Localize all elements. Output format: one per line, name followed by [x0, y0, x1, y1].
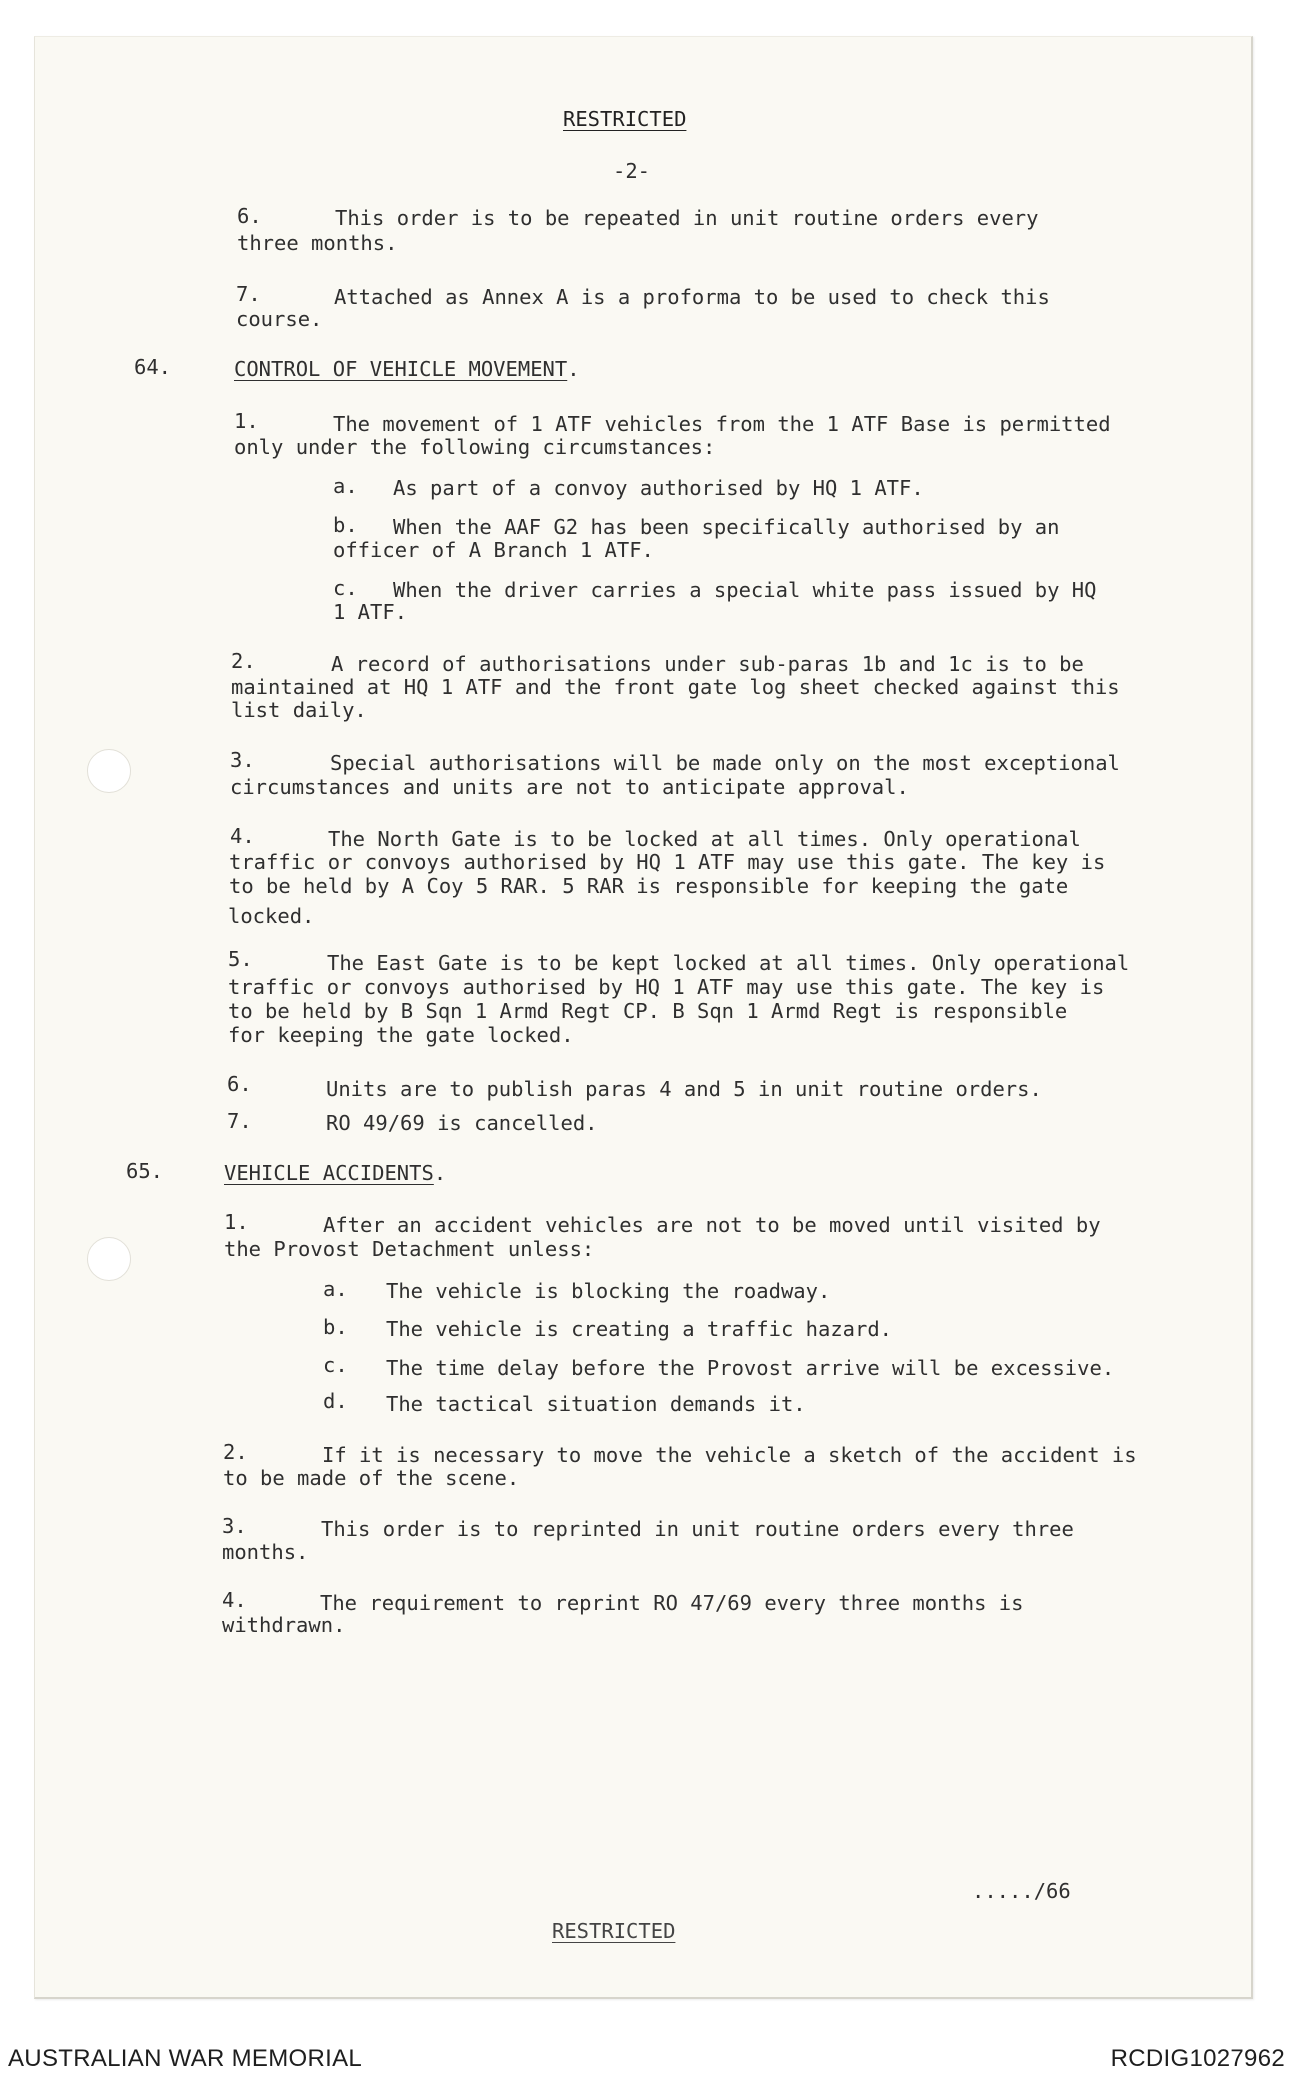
para-number: 4. [222, 1588, 247, 1612]
para-number: 6. [227, 1072, 252, 1096]
section-number: 64. [134, 355, 172, 379]
classification-footer: RESTRICTED [552, 1919, 676, 1943]
para-text: Units are to publish paras 4 and 5 in unit routine orders. [326, 1077, 1042, 1101]
para-text: maintained at HQ 1 ATF and the front gate log sheet checked against this [231, 675, 1120, 699]
para-text: This order is to be repeated in unit routine orders every [335, 206, 1039, 230]
para-text: If it is necessary to move the vehicle a sketch of the accident is [322, 1443, 1137, 1467]
page-number: -2- [613, 159, 651, 183]
subpara-text: As part of a convoy authorised by HQ 1 ATF. [393, 476, 924, 500]
punch-hole [87, 1237, 131, 1281]
para-text: After an accident vehicles are not to be moved until visited by [323, 1213, 1101, 1237]
classification-header: RESTRICTED [563, 107, 687, 131]
para-text: withdrawn. [222, 1613, 346, 1637]
subpara-letter: d. [323, 1389, 348, 1413]
para-text: circumstances and units are not to anticipate approval. [230, 775, 909, 799]
section-heading: VEHICLE ACCIDENTS. [224, 1161, 447, 1185]
para-text: the Provost Detachment unless: [224, 1237, 595, 1261]
subpara-letter: a. [323, 1277, 348, 1301]
para-text: locked. [228, 904, 315, 928]
archive-id: RCDIG1027962 [1110, 2045, 1285, 2072]
para-text: Special authorisations will be made only on the most exceptional [330, 751, 1120, 775]
para-number: 3. [222, 1514, 247, 1538]
subpara-text: officer of A Branch 1 ATF. [333, 538, 654, 562]
continuation-marker: ...../66 [972, 1879, 1071, 1903]
subpara-letter: b. [323, 1315, 348, 1339]
para-number: 6. [237, 204, 262, 228]
para-text: course. [236, 307, 323, 331]
subpara-text: When the driver carries a special white pass issued by HQ [393, 578, 1097, 602]
para-number: 2. [223, 1440, 248, 1464]
para-text: traffic or convoys authorised by HQ 1 ATF may use this gate. The key is [229, 850, 1106, 874]
subpara-text: The vehicle is creating a traffic hazard. [386, 1317, 893, 1341]
para-text: RO 49/69 is cancelled. [326, 1111, 598, 1135]
para-number: 2. [231, 649, 256, 673]
subpara-text: The tactical situation demands it. [386, 1392, 806, 1416]
section-heading: CONTROL OF VEHICLE MOVEMENT. [234, 357, 580, 381]
para-text: list daily. [231, 698, 367, 722]
subpara-text: When the AAF G2 has been specifically authorised by an [393, 515, 1060, 539]
para-number: 3. [230, 748, 255, 772]
para-text: A record of authorisations under sub-paras 1b and 1c is to be [331, 652, 1084, 676]
para-text: The requirement to reprint RO 47/69 every three months is [320, 1591, 1024, 1615]
para-text: The North Gate is to be locked at all times. Only operational [328, 827, 1081, 851]
para-number: 1. [224, 1210, 249, 1234]
para-text: three months. [237, 231, 398, 255]
subpara-text: The vehicle is blocking the roadway. [386, 1279, 831, 1303]
section-title: CONTROL OF VEHICLE MOVEMENT [234, 357, 568, 381]
punch-hole [87, 749, 131, 793]
section-title: VEHICLE ACCIDENTS [224, 1161, 434, 1185]
para-number: 7. [227, 1109, 252, 1133]
subpara-text: 1 ATF. [333, 600, 408, 624]
para-number: 1. [234, 409, 259, 433]
section-number: 65. [126, 1159, 164, 1183]
subpara-letter: c. [333, 576, 358, 600]
subpara-letter: c. [323, 1353, 348, 1377]
para-text: The movement of 1 ATF vehicles from the 1 ATF Base is permitted [333, 412, 1111, 436]
subpara-letter: a. [333, 474, 358, 498]
para-text: to be held by B Sqn 1 Armd Regt CP. B Sqn 1 Armd Regt is responsible [228, 999, 1068, 1023]
para-number: 7. [236, 282, 261, 306]
subpara-letter: b. [333, 513, 358, 537]
para-text: to be made of the scene. [223, 1466, 520, 1490]
para-text: months. [222, 1540, 309, 1564]
para-number: 5. [228, 947, 253, 971]
para-text: traffic or convoys authorised by HQ 1 ATF may use this gate. The key is [228, 975, 1105, 999]
para-text: The East Gate is to be kept locked at all times. Only operational [327, 951, 1130, 975]
archive-credit: AUSTRALIAN WAR MEMORIAL [8, 2045, 363, 2072]
para-number: 4. [230, 824, 255, 848]
subpara-text: The time delay before the Provost arrive will be excessive. [386, 1356, 1115, 1380]
para-text: This order is to reprinted in unit routine orders every three [321, 1517, 1074, 1541]
para-text: to be held by A Coy 5 RAR. 5 RAR is responsible for keeping the gate [229, 874, 1069, 898]
para-text: Attached as Annex A is a proforma to be used to check this [334, 285, 1050, 309]
para-text: only under the following circumstances: [234, 435, 716, 459]
para-text: for keeping the gate locked. [228, 1023, 574, 1047]
